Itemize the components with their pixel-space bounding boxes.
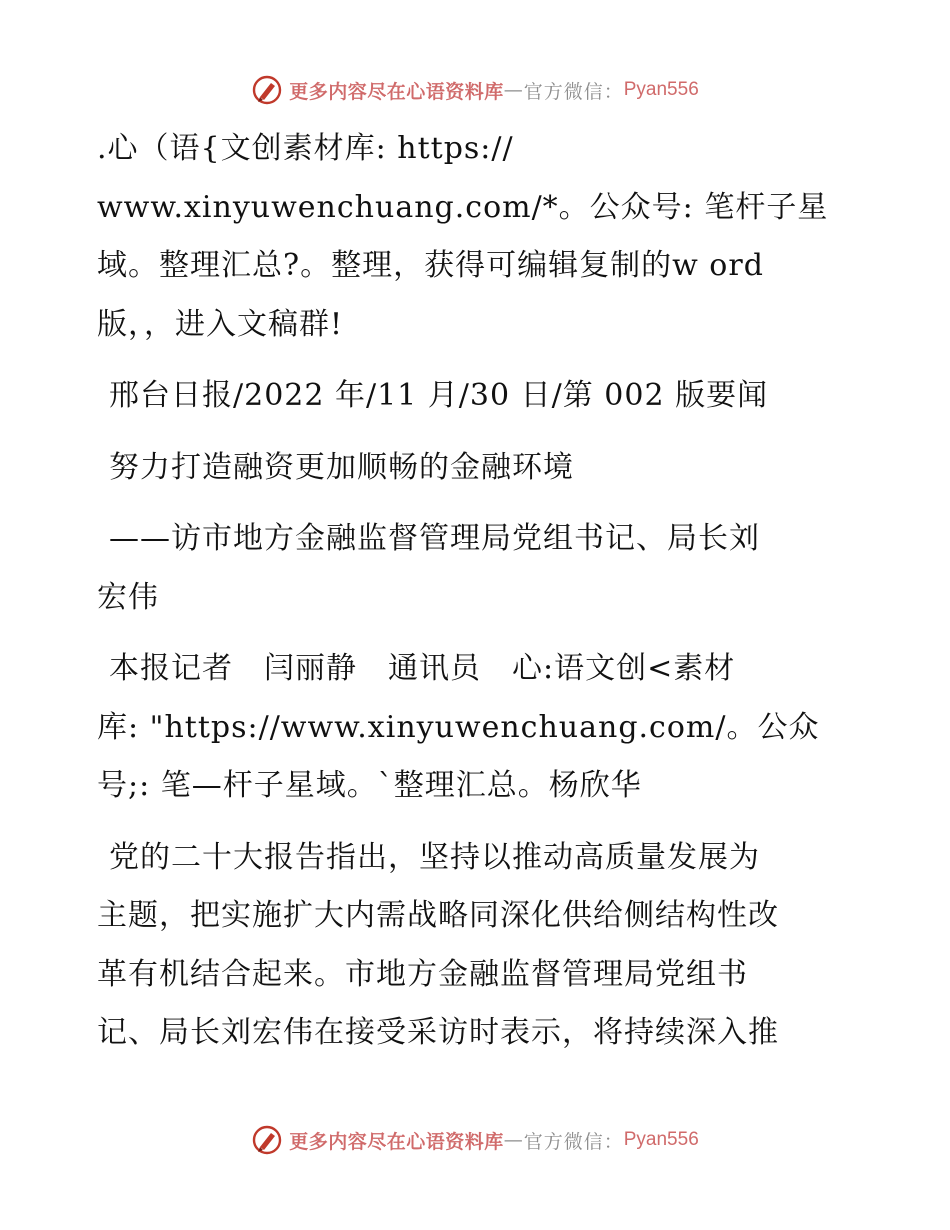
document-body — [97, 120, 857, 1063]
byline-line: 号;: 笔—杆子星域。`整理汇总。杨欣华 — [97, 768, 642, 803]
banner-wechat-id: Pyan556 — [623, 79, 699, 100]
footer-banner — [0, 1120, 950, 1160]
dateline: 邢台日报/2022 年/11 月/30 日/第 002 版要闻 — [109, 378, 769, 413]
headline: 努力打造融资更加顺畅的金融环境 — [109, 449, 574, 485]
byline-paragraph — [97, 640, 857, 816]
body-line: 主题，把实施扩大内需战略同深化供给侧结构性改 — [97, 898, 779, 933]
banner-sub-text: 官方微信： — [523, 80, 624, 103]
header-banner — [0, 70, 950, 110]
body-paragraph — [97, 829, 857, 1063]
banner-main-text: 更多内容尽在心语资料库 — [289, 1130, 504, 1153]
byline-line: 本报记者 闫丽静 通讯员 心:语文创<素材 — [109, 651, 736, 686]
subtitle-line: 宏伟 — [97, 579, 159, 615]
body-line: 记、局长刘宏伟在接受采访时表示，将持续深入推 — [97, 1015, 779, 1050]
byline-line: 库: "https://www.xinyuwenchuang.com/。公众 — [97, 709, 820, 745]
intro-line: www.xinyuwenchuang.com/*。公众号: 笔杆子星 — [97, 189, 829, 225]
banner-dash: — — [503, 79, 524, 101]
banner-wechat-id: Pyan556 — [623, 1129, 699, 1150]
body-line: 革有机结合起来。市地方金融监督管理局党组书 — [97, 956, 748, 992]
intro-paragraph — [97, 120, 857, 354]
banner-main-text: 更多内容尽在心语资料库 — [289, 80, 504, 103]
subtitle-paragraph — [97, 510, 857, 627]
intro-line: 域。整理汇总?。整理，获得可编辑复制的w ord — [97, 248, 764, 283]
banner-dash: — — [503, 1129, 524, 1151]
pen-logo-icon — [251, 1124, 283, 1156]
banner-sub-text: 官方微信： — [523, 1130, 624, 1153]
intro-line: 版，，进入文稿群! — [97, 306, 344, 342]
intro-line: .心（语{文创素材库: https:// — [97, 131, 514, 166]
subtitle-line: ——访市地方金融监督管理局党组书记、局长刘 — [109, 521, 760, 556]
pen-logo-icon — [251, 74, 283, 106]
body-line: 党的二十大报告指出，坚持以推动高质量发展为 — [109, 839, 760, 875]
